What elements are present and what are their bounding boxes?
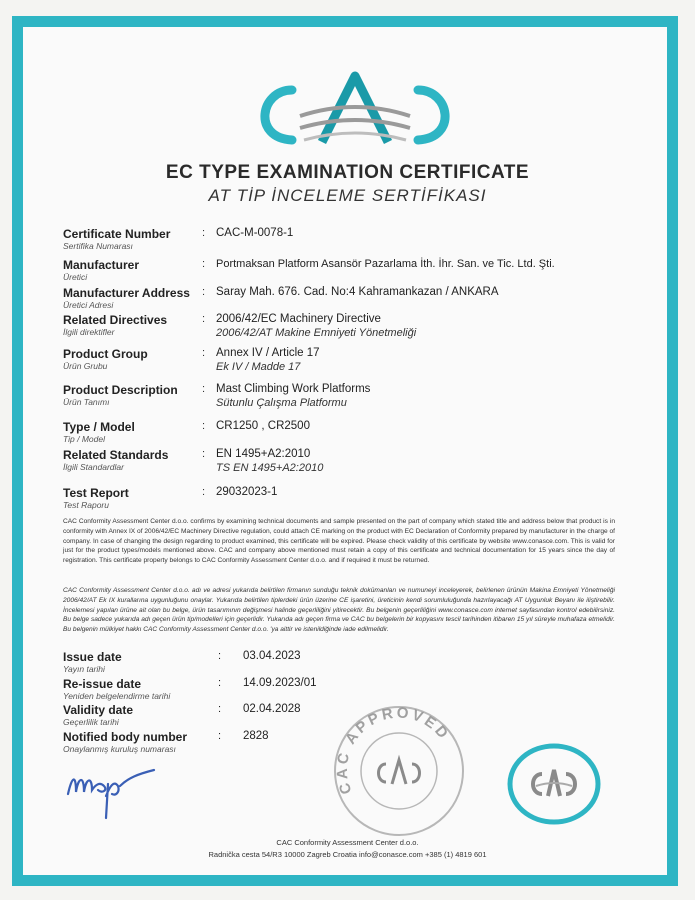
field-value-turkish: 2006/42/AT Makine Emniyeti Yönetmeliği bbox=[216, 327, 417, 339]
field-label: Test Report bbox=[63, 486, 129, 500]
field-colon: : bbox=[202, 347, 206, 359]
date-colon: : bbox=[218, 703, 222, 715]
date-sublabel: Yayın tarihi bbox=[63, 664, 105, 674]
field-label: Related Standards bbox=[63, 448, 169, 462]
field-sublabel: İlgili direktifler bbox=[63, 327, 115, 337]
field-value: 29032023-1 bbox=[216, 486, 278, 498]
cac-logo bbox=[240, 68, 470, 158]
field-value: CAC-M-0078-1 bbox=[216, 227, 294, 239]
field-value-turkish: Ek IV / Madde 17 bbox=[216, 361, 301, 373]
field-value: Mast Climbing Work Platforms bbox=[216, 383, 371, 395]
field-colon: : bbox=[202, 486, 206, 498]
field-sublabel: Ürün Grubu bbox=[63, 361, 108, 371]
field-value: Saray Mah. 676. Cad. No:4 Kahramankazan / ANKARA bbox=[216, 286, 499, 298]
field-colon: : bbox=[202, 448, 206, 460]
field-label: Certificate Number bbox=[63, 227, 171, 241]
certificate-title-turkish: AT TİP İNCELEME SERTİFİKASI bbox=[208, 186, 487, 205]
cac-seal bbox=[506, 742, 602, 826]
date-sublabel: Geçerlilik tarihi bbox=[63, 717, 119, 727]
date-sublabel: Yeniden belgelendirme tarihi bbox=[63, 691, 171, 701]
stamp-text: CAC APPROVED bbox=[333, 704, 454, 797]
field-value: EN 1495+A2:2010 bbox=[216, 448, 311, 460]
date-colon: : bbox=[218, 677, 222, 689]
date-sublabel: Onaylanmış kuruluş numarası bbox=[63, 744, 176, 754]
field-label: Product Description bbox=[63, 383, 178, 397]
field-value: Portmaksan Platform Asansör Pazarlama İth. İhr. San. ve Tic. Ltd. Şti. bbox=[216, 258, 555, 270]
date-value: 03.04.2023 bbox=[243, 650, 301, 662]
field-value: CR1250 , CR2500 bbox=[216, 420, 310, 432]
field-colon: : bbox=[202, 313, 206, 325]
field-label: Manufacturer bbox=[63, 258, 140, 272]
field-value: 2006/42/EC Machinery Directive bbox=[216, 313, 381, 325]
date-colon: : bbox=[218, 650, 222, 662]
date-value: 2828 bbox=[243, 730, 269, 742]
date-label: Re-issue date bbox=[63, 677, 142, 691]
field-value: Annex IV / Article 17 bbox=[216, 347, 320, 359]
date-label: Issue date bbox=[63, 650, 122, 664]
field-label: Related Directives bbox=[63, 313, 168, 327]
date-value: 14.09.2023/01 bbox=[243, 677, 317, 689]
field-colon: : bbox=[202, 383, 206, 395]
date-value: 02.04.2028 bbox=[243, 703, 301, 715]
field-colon: : bbox=[202, 420, 206, 432]
conformity-statement-english: CAC Conformity Assessment Center d.o.o. confirms by examining technical documents and sample presented on the part of company which stated title and address below that product is in conformity with Annex IX of 2006/42/EC Machinery Directive regulation, could attach CE marking on the product with EC Declaration of Conformity prepared by manufacturer in the charge of company. In case of changing the design regarding to product examined, this certificate will be expired. Please check validity of this certificate by website www.conasce.com. This is valid for just for the product types/models mentioned above. CAC and company above mentioned must retain a copy of this certificate and technical documentation for 15 years since the day of registration. This certificate property belongs to CAC Conformity Assessment Center d.o.o. and if required it must be returned. bbox=[63, 518, 615, 565]
cac-approved-stamp bbox=[330, 702, 468, 840]
field-colon: : bbox=[202, 227, 206, 239]
field-value-turkish: Sütunlu Çalışma Platformu bbox=[216, 397, 347, 409]
footer-company-name: CAC Conformity Assessment Center d.o.o. bbox=[276, 838, 419, 847]
field-label: Product Group bbox=[63, 347, 148, 361]
field-value-turkish: TS EN 1495+A2:2010 bbox=[216, 462, 324, 474]
field-label: Manufacturer Address bbox=[63, 286, 190, 300]
footer-address: Radnička cesta 54/R3 10000 Zagreb Croatia info@conasce.com +385 (1) 4819 601 bbox=[208, 850, 487, 859]
certificate-title: EC TYPE EXAMINATION CERTIFICATE bbox=[165, 162, 530, 183]
date-label: Validity date bbox=[63, 703, 134, 717]
field-sublabel: Test Raporu bbox=[63, 500, 109, 510]
field-sublabel: İlgili Standardlar bbox=[63, 462, 124, 472]
conformity-statement-turkish: CAC Conformity Assessment Center d.o.o. adı ve adresi yukarıda belirtilen firmanın sunduğu teknik dokümanları ve numuneyi inceleyerek, belirlenen ürünün Makina Emniyeti Yönetmeliği 2006/42/AT Ek IX kurallarına uygunluğunu onaylar. Yukarıda belirtilen tiplerdeki ürün üzerine CE işaretini, üreticinin kendi sorumluluğunda hazırlayacağı AT Uygunluk Beyanı ile iliştirebilir. İncelemesi yapılan ürüne ait olan bu belge, ürün tasarımının değişmesi halinde geçerliliğini yitirecektir. Bu belgenin geçerliliğini www.conasce.com internet sayfasından kontrol edebilirsiniz. Bu belge sadece yukarıda adı geçen ürün tip/modelleri için geçerlidir. Yukarıda adı geçen firma ve CAC bu belgelerin bir kopyasını tescil tarihinden itibaren 15 yıl süreyle muhafaza etmelidir. Bu belgenin mülkiyet hakkı CAC Conformity Assessment Center d.o.o. 'ya aittir ve istenildiğinde iade edilmelidir. bbox=[63, 587, 615, 634]
field-sublabel: Tip / Model bbox=[63, 434, 105, 444]
field-colon: : bbox=[202, 286, 206, 298]
field-sublabel: Üretici bbox=[63, 272, 88, 282]
signature bbox=[62, 756, 166, 828]
field-label: Type / Model bbox=[63, 420, 135, 434]
field-colon: : bbox=[202, 258, 206, 270]
field-sublabel: Üretici Adresi bbox=[63, 300, 114, 310]
date-label: Notified body number bbox=[63, 730, 187, 744]
field-sublabel: Sertifika Numarası bbox=[63, 241, 133, 251]
field-sublabel: Ürün Tanımı bbox=[63, 397, 110, 407]
date-colon: : bbox=[218, 730, 222, 742]
